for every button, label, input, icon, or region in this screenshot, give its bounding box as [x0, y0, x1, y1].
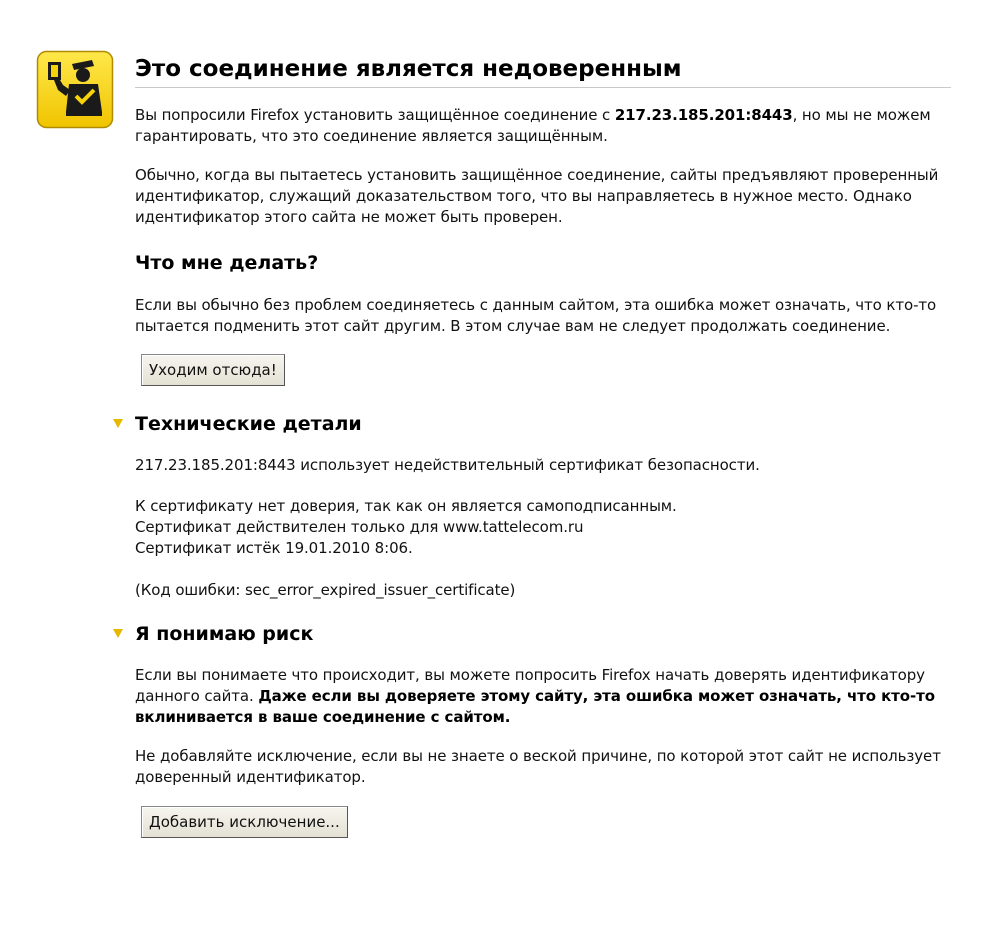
- technical-details-header[interactable]: [135, 410, 951, 438]
- technical-valid-for: Сертификат действителен только для www.tattelecom.ru: [135, 518, 584, 536]
- expanded-twisty-icon[interactable]: [113, 419, 123, 428]
- understand-risk-header[interactable]: [135, 620, 951, 648]
- technical-self-signed: К сертификату нет доверия, так как он является самоподписанным.: [135, 497, 677, 515]
- add-exception-button-row: [141, 806, 951, 838]
- understand-risk-heading[interactable]: Я понимаю риск: [135, 623, 314, 645]
- risk-advice: Не добавляйте исключение, если вы не знаете о веской причине, по которой этот сайт не использует доверенный идентификатор.: [135, 747, 941, 786]
- expanded-twisty-icon[interactable]: [113, 629, 123, 638]
- what-to-do-heading: Что мне делать?: [135, 252, 319, 274]
- intro-host: 217.23.185.201:8443: [614, 106, 793, 124]
- intro-text-before: Вы попросили Firefox установить защищённое соединение с: [135, 106, 615, 124]
- add-exception-button[interactable]: Добавить исключение...: [141, 806, 348, 838]
- risk-text-warning: Даже если вы доверяете этому сайту, эта ошибка может означать, что кто-то вклинивается в ваше соединение с сайтом.: [135, 687, 935, 726]
- technical-details-heading[interactable]: Технические детали: [135, 413, 362, 435]
- risk-text-plain: Если вы понимаете что происходит, вы можете попросить Firefox начать доверять идентификатору данного сайта.: [135, 666, 925, 705]
- intro-text-after: , но мы не можем гарантировать, что это соединение является защищённым.: [135, 106, 931, 145]
- technical-cert-info: [135, 496, 951, 559]
- get-me-out-button[interactable]: Уходим отсюда!: [141, 354, 285, 386]
- intro-explanation: Обычно, когда вы пытаетесь установить защищённое соединение, сайты предъявляют проверенный идентификатор, служащий доказательством того, что вы направляетесь в нужное место. Однако идентификатор этого сайта не может быть проверен.: [135, 166, 939, 226]
- risk-text: [135, 665, 951, 728]
- what-to-do-text: Если вы обычно без проблем соединяетесь с данным сайтом, эта ошибка может означать, что кто-то пытается подменить этот сайт другим. В этом случае вам не следует продолжать соединение.: [135, 296, 937, 335]
- intro-paragraph: [135, 105, 951, 147]
- get-me-out-button-row: [141, 354, 951, 386]
- page-title: Это соединение является недоверенным: [135, 52, 951, 88]
- error-content: [135, 52, 951, 838]
- police-officer-warning-icon: [36, 50, 114, 130]
- technical-expired: Сертификат истёк 19.01.2010 8:06.: [135, 539, 413, 557]
- technical-error-code: (Код ошибки: sec_error_expired_issuer_certificate): [135, 581, 516, 599]
- technical-cert-invalid: 217.23.185.201:8443 использует недействительный сертификат безопасности.: [135, 456, 760, 474]
